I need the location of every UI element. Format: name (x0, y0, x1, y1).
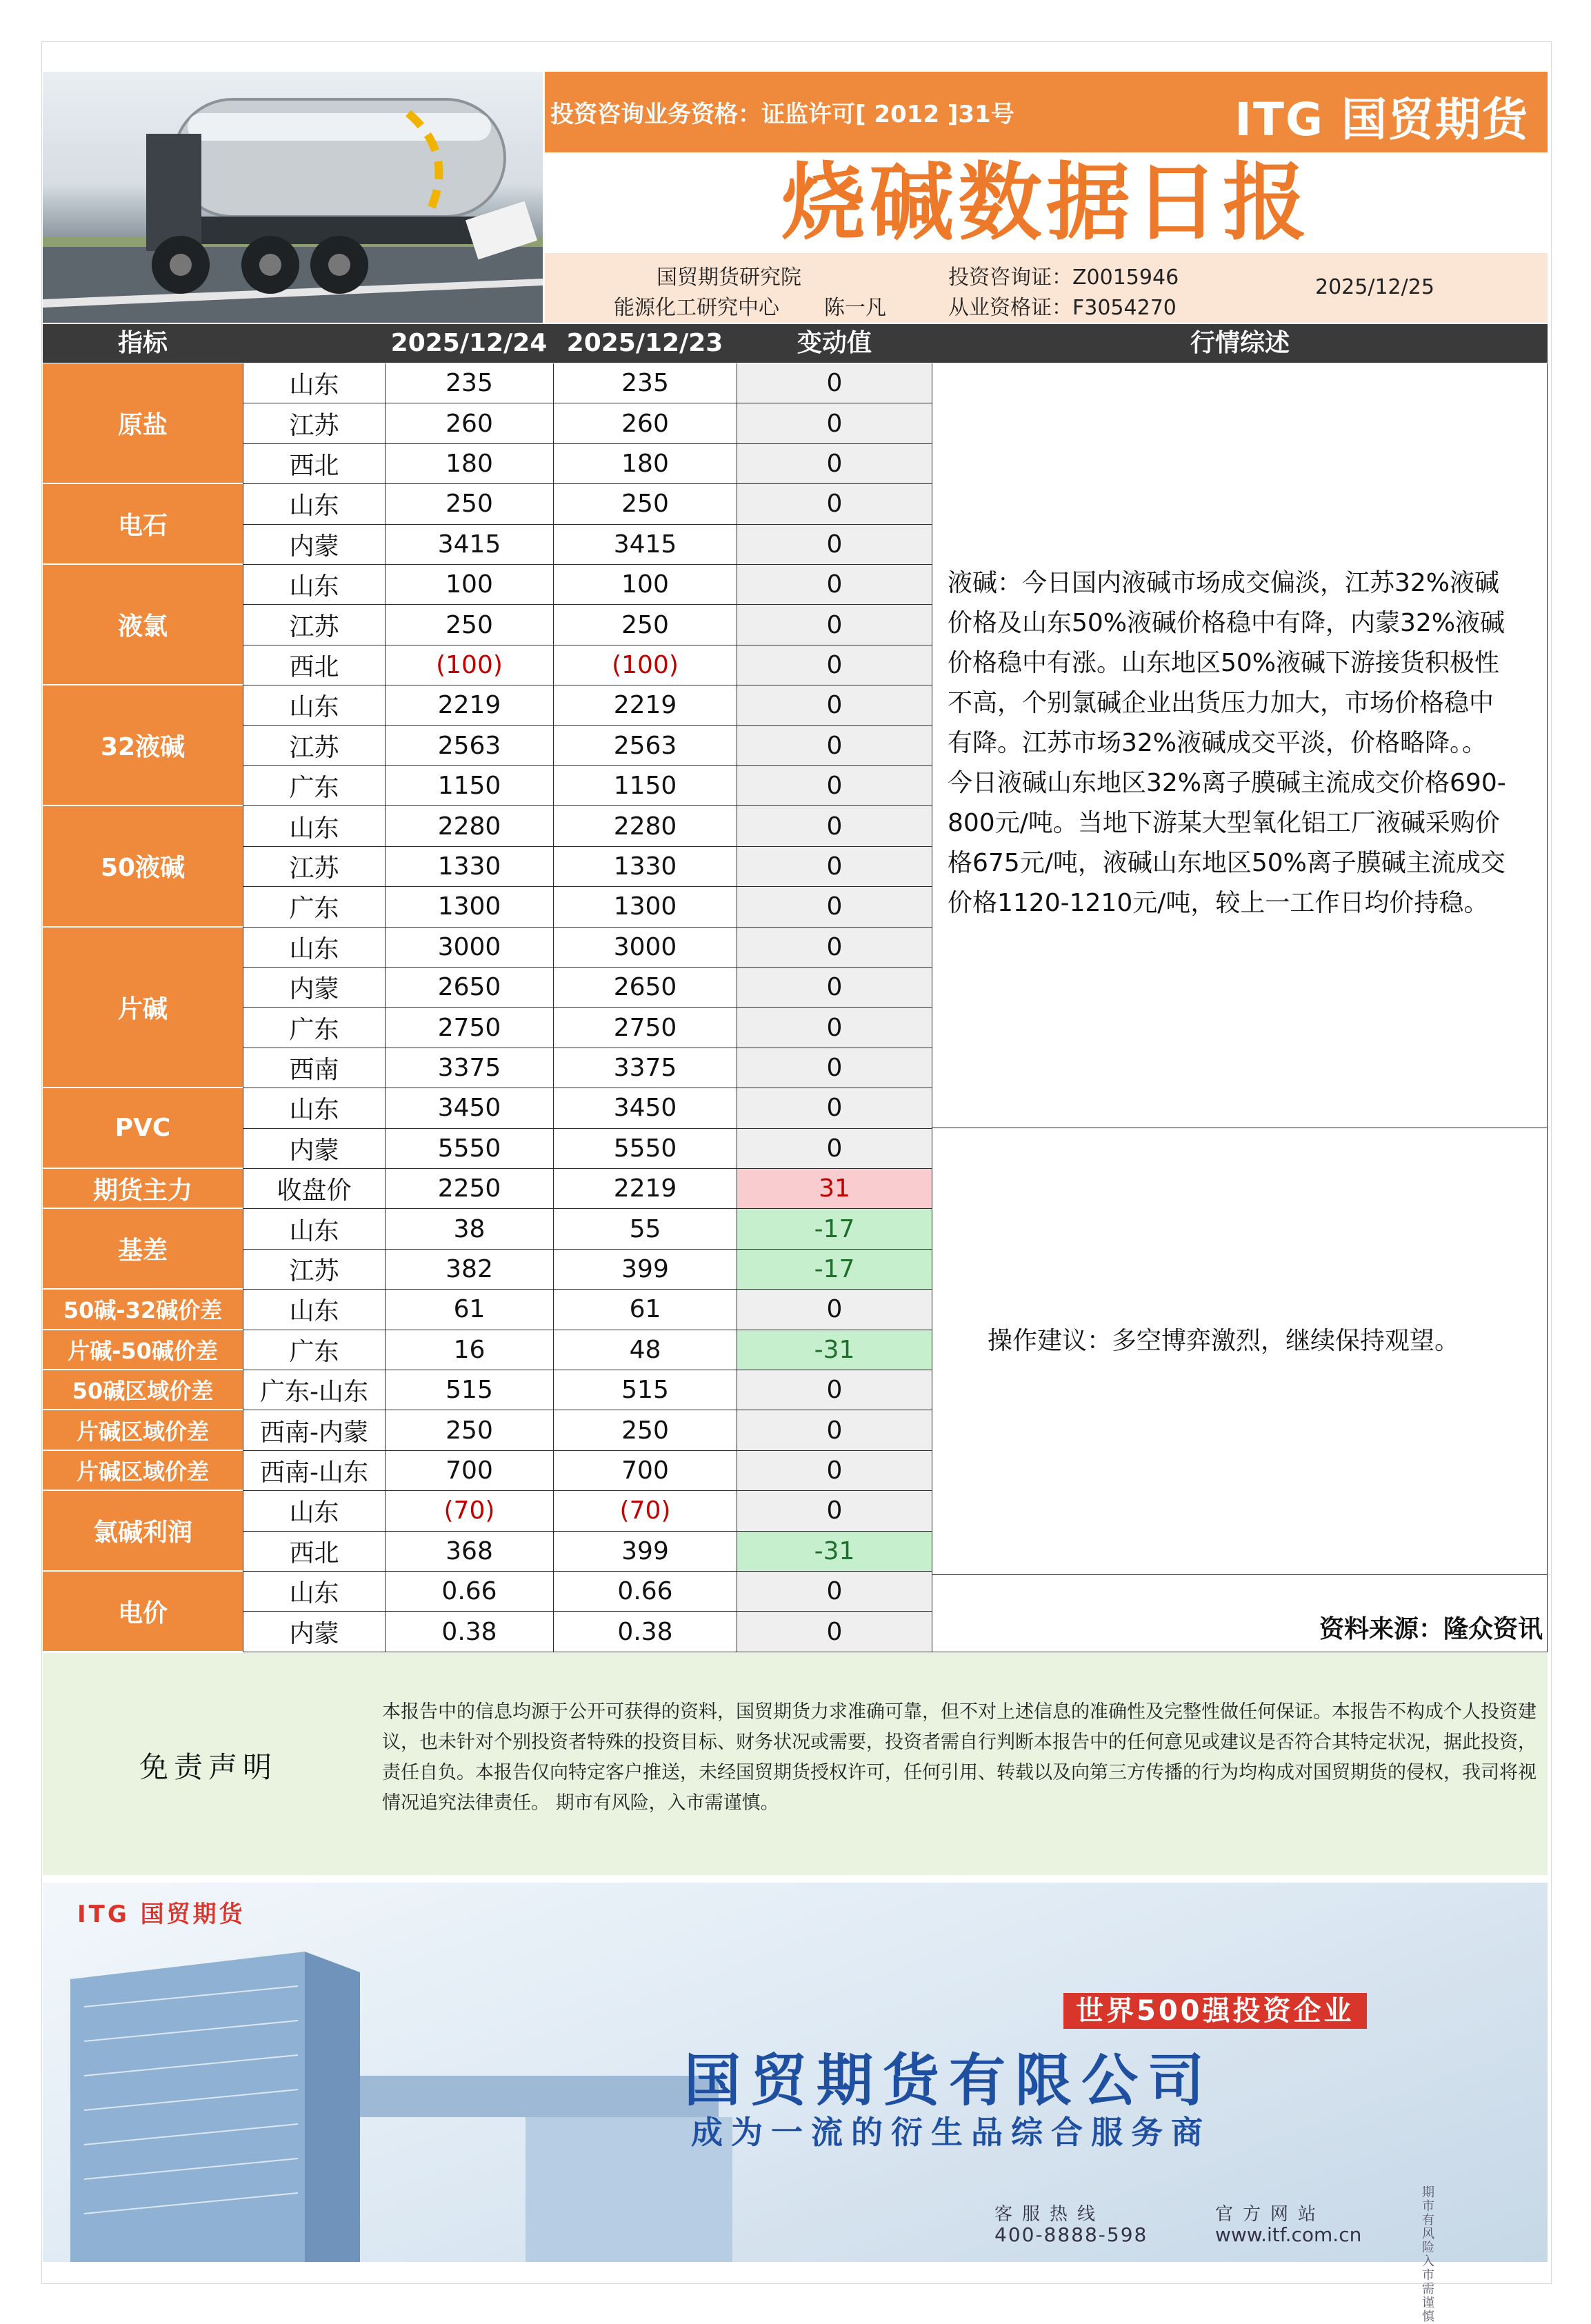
group-label: 电石 (43, 484, 243, 565)
value-date2-cell: 48 (553, 1330, 737, 1370)
cert-consulting: 投资咨询证：Z0015946 (948, 266, 1179, 290)
change-cell: 0 (737, 1048, 932, 1088)
region-cell: 山东 (243, 1572, 385, 1612)
company-name: 国贸期货有限公司 (684, 2048, 1214, 2114)
value-date1-cell: 3450 (385, 1088, 553, 1128)
value-date2-cell: 250 (553, 605, 737, 645)
table-row (43, 685, 932, 725)
col-indicator: 指标 (117, 329, 168, 357)
change-cell: 0 (737, 1491, 932, 1531)
value-date1-cell: 250 (385, 484, 553, 524)
value-date2-cell: 2280 (553, 806, 737, 846)
report-info (545, 253, 1548, 323)
advice-text: 操作建议：多空博弈激烈，继续保持观望。 (988, 1327, 1460, 1355)
region-cell: 山东 (243, 1209, 385, 1249)
group-label: PVC (43, 1088, 243, 1169)
market-summary-text (948, 563, 1541, 923)
author: 陈一凡 (824, 296, 886, 320)
col-summary: 行情综述 (1190, 329, 1290, 357)
table-row (43, 1008, 932, 1048)
value-date2-cell: 700 (553, 1451, 737, 1491)
value-date2-cell: 5550 (553, 1129, 737, 1169)
region-cell: 西南-内蒙 (243, 1410, 385, 1450)
value-date2-cell: 399 (553, 1250, 737, 1290)
change-cell: 0 (737, 726, 932, 766)
value-date2-cell: 180 (553, 444, 737, 484)
change-cell: 0 (737, 565, 932, 605)
change-cell: 0 (737, 766, 932, 806)
top500-badge: 世界500强投资企业 (1063, 1993, 1367, 2029)
table-row (43, 645, 932, 685)
change-cell: 0 (737, 1612, 932, 1652)
region-cell: 西北 (243, 645, 385, 685)
table-row (43, 565, 932, 605)
value-date1-cell: 1330 (385, 847, 553, 887)
change-cell: 0 (737, 645, 932, 685)
market-summary-line: 价格及山东50%液碱价格稳中有降，内蒙32%液碱 (948, 609, 1505, 637)
market-summary-line: 不高，个别氯碱企业出货压力加大，市场价格稳中 (948, 689, 1494, 717)
advice-box (932, 1128, 1548, 1575)
disclaimer-text: 本报告中的信息均源于公开可获得的资料，国贸期货力求准确可靠，但不对上述信息的准确性及完整性做任何保证。本报告不构成个人投资建议，也未针对个别投资者特殊的投资目标、财务状况或需要，投资者需自行判断本报告中的任何意见或建议是否符合其特定状况，据此投资，责任自负。本报告仅向特定客户推送，未经国贸期货授权许可，任何引用、转载以及向第三方传播的行为均构成对国贸期货的侵权，我司将视情况追究法律责任。 期市有风险，入市需谨慎。 (382, 1701, 1537, 1814)
value-date1-cell: 250 (385, 1410, 553, 1450)
table-row (43, 1572, 932, 1612)
value-date1-cell: 5550 (385, 1129, 553, 1169)
region-cell: 收盘价 (243, 1169, 385, 1209)
value-date2-cell: 235 (553, 363, 737, 403)
region-cell: 内蒙 (243, 968, 385, 1008)
group-label: 50碱区域价差 (43, 1370, 243, 1410)
value-date1-cell: (100) (385, 645, 553, 685)
value-date2-cell: 1300 (553, 887, 737, 927)
region-cell: 山东 (243, 806, 385, 846)
value-date1-cell: 382 (385, 1250, 553, 1290)
region-cell: 山东 (243, 685, 385, 725)
change-cell: 0 (737, 1088, 932, 1128)
group-label: 电价 (43, 1572, 243, 1652)
region-cell: 西南 (243, 1048, 385, 1088)
table-row (43, 887, 932, 927)
value-date1-cell: 2650 (385, 968, 553, 1008)
region-cell: 山东 (243, 1491, 385, 1531)
table-row (43, 1491, 932, 1531)
region-cell: 山东 (243, 1290, 385, 1330)
region-cell: 西北 (243, 1532, 385, 1572)
group-label: 期货主力 (43, 1169, 243, 1209)
region-cell: 广东-山东 (243, 1370, 385, 1410)
value-date1-cell: 235 (385, 363, 553, 403)
tanker-truck-illustration (43, 72, 543, 323)
table-row (43, 1088, 932, 1128)
region-cell: 内蒙 (243, 1612, 385, 1652)
table-row (43, 1410, 932, 1450)
change-cell: 0 (737, 1451, 932, 1491)
region-cell: 江苏 (243, 605, 385, 645)
value-date2-cell: 260 (553, 403, 737, 443)
region-cell: 山东 (243, 484, 385, 524)
value-date1-cell: 0.38 (385, 1612, 553, 1652)
market-summary-line: 有降。江苏市场32%液碱成交平淡，价格略降。。 (948, 729, 1488, 757)
value-date1-cell: 38 (385, 1209, 553, 1249)
change-cell: 0 (737, 806, 932, 846)
value-date1-cell: 0.66 (385, 1572, 553, 1612)
table-row (43, 928, 932, 968)
website-label: 官方网站 (1215, 2204, 1326, 2225)
value-date2-cell: 2219 (553, 1169, 737, 1209)
value-date2-cell: 515 (553, 1370, 737, 1410)
region-cell: 内蒙 (243, 525, 385, 565)
table-row (43, 1532, 932, 1572)
research-center: 能源化工研究中心 (614, 296, 779, 320)
change-cell: -31 (737, 1330, 932, 1370)
value-date1-cell: 2219 (385, 685, 553, 725)
region-cell: 西北 (243, 444, 385, 484)
change-cell: 0 (737, 928, 932, 968)
value-date1-cell: 515 (385, 1370, 553, 1410)
change-cell: 0 (737, 1410, 932, 1450)
hotline-number: 400-8888-598 (994, 2223, 1148, 2246)
table-row (43, 1330, 932, 1370)
cert-practice: 从业资格证：F3054270 (948, 296, 1177, 320)
report-title: 烧碱数据日报 (781, 154, 1311, 252)
table-row (43, 1209, 932, 1249)
value-date2-cell: 3375 (553, 1048, 737, 1088)
risk-notice: 期市有风险 入市需谨慎 (1422, 2185, 1434, 2324)
change-cell: 31 (737, 1169, 932, 1209)
value-date2-cell: 2650 (553, 968, 737, 1008)
change-cell: -17 (737, 1209, 932, 1249)
market-summary (932, 363, 1548, 1128)
change-cell: -17 (737, 1250, 932, 1290)
value-date2-cell: 0.66 (553, 1572, 737, 1612)
value-date1-cell: 2563 (385, 726, 553, 766)
value-date1-cell: 100 (385, 565, 553, 605)
table-row (43, 363, 932, 403)
region-cell: 内蒙 (243, 1129, 385, 1169)
col-change: 变动值 (797, 329, 872, 357)
market-summary-line: 800元/吨。当地下游某大型氧化铝工厂液碱采购价 (948, 809, 1500, 837)
change-cell: 0 (737, 363, 932, 403)
table-row (43, 605, 932, 645)
value-date1-cell: 2280 (385, 806, 553, 846)
value-date2-cell: 3000 (553, 928, 737, 968)
value-date2-cell: 2750 (553, 1008, 737, 1048)
building-illustration (43, 1883, 663, 2262)
group-label: 氯碱利润 (43, 1491, 243, 1572)
group-label: 液氯 (43, 565, 243, 685)
value-date1-cell: 700 (385, 1451, 553, 1491)
value-date1-cell: 3375 (385, 1048, 553, 1088)
change-cell: 0 (737, 1290, 932, 1330)
table-row (43, 1451, 932, 1491)
table-row (43, 766, 932, 806)
value-date2-cell: 1150 (553, 766, 737, 806)
table-row (43, 847, 932, 887)
value-date2-cell: 61 (553, 1290, 737, 1330)
change-cell: 0 (737, 1129, 932, 1169)
change-cell: 0 (737, 847, 932, 887)
market-summary-line: 今日液碱山东地区32%离子膜碱主流成交价格690- (948, 769, 1506, 797)
value-date2-cell: 55 (553, 1209, 737, 1249)
institute: 国贸期货研究院 (657, 266, 801, 290)
region-cell: 广东 (243, 1008, 385, 1048)
value-date2-cell: 2219 (553, 685, 737, 725)
region-cell: 山东 (243, 363, 385, 403)
table-row (43, 1048, 932, 1088)
banner-logo: ITG 国贸期货 (77, 1901, 246, 1928)
value-date1-cell: 368 (385, 1532, 553, 1572)
table-row (43, 1612, 932, 1652)
region-cell: 山东 (243, 1088, 385, 1128)
table-row (43, 1169, 932, 1209)
value-date2-cell: (100) (553, 645, 737, 685)
change-cell: 0 (737, 444, 932, 484)
table-row (43, 968, 932, 1008)
group-label: 50液碱 (43, 806, 243, 927)
itg-logo: ITG 国贸期货 (1234, 93, 1529, 146)
table-header (43, 324, 1548, 363)
market-summary-line: 价格稳中有涨。山东地区50%液碱下游接货积极性 (948, 649, 1500, 677)
qualification-text: 投资咨询业务资格：证监许可[ 2012 ]31号 (550, 101, 1014, 128)
disclaimer-title: 免责声明 (139, 1750, 278, 1784)
change-cell: 0 (737, 484, 932, 524)
change-cell: 0 (737, 403, 932, 443)
value-date1-cell: 260 (385, 403, 553, 443)
change-cell: 0 (737, 605, 932, 645)
region-cell: 江苏 (243, 847, 385, 887)
value-date2-cell: 3450 (553, 1088, 737, 1128)
group-label: 片碱-50碱价差 (43, 1330, 243, 1370)
tanker-truck-photo (43, 72, 543, 323)
group-label: 基差 (43, 1209, 243, 1290)
data-source: 资料来源：隆众资讯 (1319, 1615, 1543, 1643)
change-cell: 0 (737, 887, 932, 927)
group-label: 片碱区域价差 (43, 1451, 243, 1491)
value-date1-cell: 180 (385, 444, 553, 484)
value-date2-cell: 2563 (553, 726, 737, 766)
value-date2-cell: 1330 (553, 847, 737, 887)
region-cell: 江苏 (243, 403, 385, 443)
market-summary-line: 液碱：今日国内液碱市场成交偏淡，江苏32%液碱 (948, 569, 1500, 597)
value-date1-cell: 1150 (385, 766, 553, 806)
table-row (43, 1250, 932, 1290)
value-date2-cell: 250 (553, 484, 737, 524)
market-summary-line: 格675元/吨，液碱山东地区50%离子膜碱主流成交 (948, 849, 1505, 877)
report-date: 2025/12/25 (1315, 275, 1434, 299)
group-label: 32液碱 (43, 685, 243, 806)
value-date2-cell: 399 (553, 1532, 737, 1572)
col-date2: 2025/12/23 (566, 329, 723, 357)
value-date1-cell: 3415 (385, 525, 553, 565)
value-date1-cell: 16 (385, 1330, 553, 1370)
value-date1-cell: 2250 (385, 1169, 553, 1209)
value-date2-cell: 3415 (553, 525, 737, 565)
value-date2-cell: 250 (553, 1410, 737, 1450)
region-cell: 广东 (243, 766, 385, 806)
value-date1-cell: 2750 (385, 1008, 553, 1048)
value-date1-cell: 3000 (385, 928, 553, 968)
table-row (43, 1370, 932, 1410)
change-cell: -31 (737, 1532, 932, 1572)
change-cell: 0 (737, 1370, 932, 1410)
market-summary-line: 价格1120-1210元/吨，较上一工作日均价持稳。 (948, 889, 1489, 917)
change-cell: 0 (737, 525, 932, 565)
group-label: 50碱-32碱价差 (43, 1290, 243, 1330)
company-slogan: 成为一流的衍生品综合服务商 (691, 2114, 1211, 2151)
region-cell: 山东 (243, 565, 385, 605)
table-row (43, 403, 932, 443)
region-cell: 西南-山东 (243, 1451, 385, 1491)
value-date2-cell: 100 (553, 565, 737, 605)
value-date1-cell: 61 (385, 1290, 553, 1330)
website-url[interactable]: www.itf.com.cn (1215, 2223, 1362, 2246)
change-cell: 0 (737, 1572, 932, 1612)
source-box (932, 1575, 1548, 1652)
change-cell: 0 (737, 968, 932, 1008)
value-date2-cell: 0.38 (553, 1612, 737, 1652)
group-label: 片碱 (43, 928, 243, 1089)
table-row (43, 525, 932, 565)
table-row (43, 484, 932, 524)
group-label: 原盐 (43, 363, 243, 484)
region-cell: 山东 (243, 928, 385, 968)
value-date1-cell: 1300 (385, 887, 553, 927)
hotline-label: 客服热线 (994, 2204, 1105, 2225)
value-date2-cell: (70) (553, 1491, 737, 1531)
change-cell: 0 (737, 685, 932, 725)
change-cell: 0 (737, 1008, 932, 1048)
region-cell: 江苏 (243, 1250, 385, 1290)
disclaimer (43, 1653, 1548, 1875)
region-cell: 广东 (243, 1330, 385, 1370)
region-cell: 江苏 (243, 726, 385, 766)
table-row (43, 444, 932, 484)
table-row (43, 726, 932, 766)
table-row (43, 1290, 932, 1330)
value-date1-cell: 250 (385, 605, 553, 645)
group-label: 片碱区域价差 (43, 1410, 243, 1450)
company-banner (43, 1883, 1548, 2324)
table-row (43, 1129, 932, 1169)
value-date1-cell: (70) (385, 1491, 553, 1531)
table-row (43, 806, 932, 846)
col-date1: 2025/12/24 (390, 329, 548, 357)
region-cell: 广东 (243, 887, 385, 927)
